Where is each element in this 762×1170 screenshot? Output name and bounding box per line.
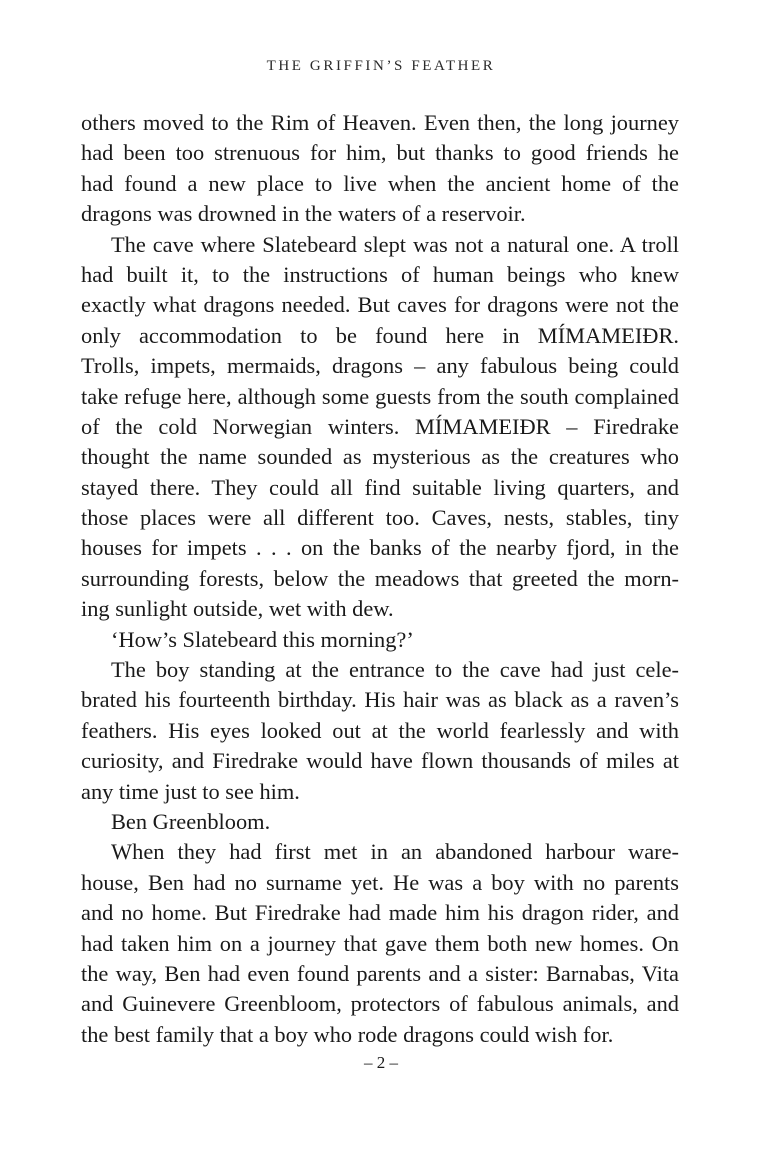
body-text [81,108,679,1050]
text-line: had taken him on a journey that gave them both new homes. On [81,930,679,956]
text-line: only accommodation to be found here in MÍMAMEIÐR. [81,322,679,348]
text-line: exactly what dragons needed. But caves for dragons were not the [81,292,679,318]
text-line: Trolls, impets, mermaids, dragons – any fabulous being could [81,353,679,379]
text-line: the best family that a boy who rode dragons could wish for. [81,1021,614,1047]
text-line: brated his fourteenth birthday. His hair was as black as a raven’s [81,687,679,713]
text-line: feathers. His eyes looked out at the world fearlessly and with [81,717,679,743]
text-line: ing sunlight outside, wet with dew. [81,596,394,622]
text-line: curiosity, and Firedrake would have flown thousands of miles at [81,748,679,774]
text-line: others moved to the Rim of Heaven. Even then, the long journey [81,110,679,135]
text-line: stayed there. They could all find suitable living quarters, and [81,474,679,500]
text-line: those places were all different too. Caves, nests, stables, tiny [81,505,679,531]
text-line: The cave where Slatebeard slept was not a natural one. A troll [111,231,679,257]
page-number: – 2 – [364,1053,398,1072]
text-line: thought the name sounded as mysterious as the creatures who [81,444,679,470]
text-line: The boy standing at the entrance to the cave had just cele- [111,657,679,683]
text-line: dragons was drowned in the waters of a reservoir. [81,201,526,227]
text-line: houses for impets . . . on the banks of the nearby fjord, in the [81,535,679,561]
text-line: and Guinevere Greenbloom, protectors of fabulous animals, and [81,991,679,1017]
text-line: had been too strenuous for him, but thanks to good friends he [81,140,679,166]
text-line: had found a new place to live when the ancient home of the [81,170,679,196]
text-line: of the cold Norwegian winters. MÍMAMEIÐR – Firedrake [81,413,679,439]
running-head: THE GRIFFIN’S FEATHER [266,58,496,74]
text-line: surrounding forests, below the meadows that greeted the morn- [81,565,679,591]
text-line: any time just to see him. [81,778,300,804]
text-line: the way, Ben had even found parents and a sister: Barnabas, Vita [81,960,679,986]
text-line: and no home. But Firedrake had made him his dragon rider, and [81,900,679,926]
text-line: When they had first met in an abandoned harbour ware- [111,839,679,865]
text-line: had built it, to the instructions of human beings who knew [81,261,679,287]
text-line: house, Ben had no surname yet. He was a boy with no parents [81,869,679,895]
text-line: ‘How’s Slatebeard this morning?’ [111,626,414,652]
text-line: take refuge here, although some guests from the south complained [81,383,679,409]
text-line: Ben Greenbloom. [111,808,271,834]
